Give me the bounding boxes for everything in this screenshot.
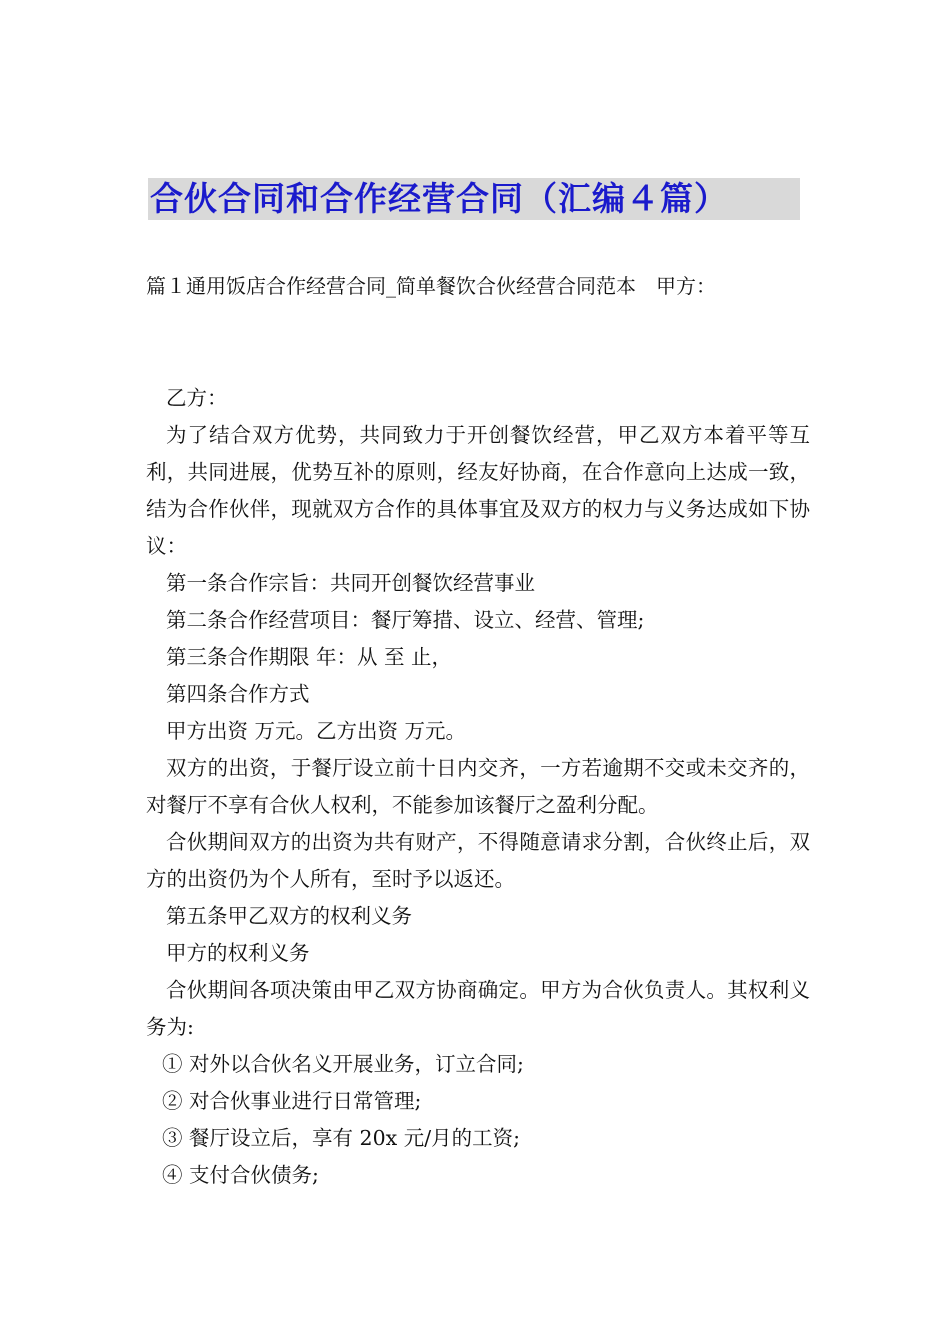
document-body	[146, 380, 810, 1194]
list-item: ② 对合伙事业进行日常管理;	[162, 1089, 422, 1113]
list-item: ④ 支付合伙债务;	[162, 1163, 319, 1187]
paragraph: 双方的出资，于餐厅设立前十日内交齐，一方若逾期不交或未交齐的，对餐厅不享有合伙人权利，不能参加该餐厅之盈利分配。	[146, 756, 810, 817]
paragraph: 第四条合作方式	[166, 682, 310, 706]
paragraph: 甲方的权利义务	[166, 941, 310, 965]
list-item: ① 对外以合伙名义开展业务，订立合同;	[162, 1052, 524, 1076]
paragraph: 第三条合作期限 年：从 至 止，	[166, 645, 453, 669]
paragraph: 为了结合双方优势，共同致力于开创餐饮经营，甲乙双方本着平等互利，共同进展，优势互补的原则，经友好协商，在合作意向上达成一致，结为合作伙伴，现就双方合作的具体事宜及双方的权力与义务达成如下协议：	[146, 423, 810, 558]
paragraph: 第二条合作经营项目：餐厅筹措、设立、经营、管理;	[166, 608, 645, 632]
paragraph: 合伙期间双方的出资为共有财产，不得随意请求分割，合伙终止后，双方的出资仍为个人所有，至时予以返还。	[146, 830, 810, 891]
paragraph: 第五条甲乙双方的权利义务	[166, 904, 412, 928]
paragraph: 乙方：	[166, 386, 228, 410]
paragraph: 甲方出资 万元。乙方出资 万元。	[166, 719, 467, 743]
document-title: 合伙合同和合作经营合同（汇编４篇）	[150, 179, 728, 218]
paragraph: 合伙期间各项决策由甲乙双方协商确定。甲方为合伙负责人。其权利义务为:	[146, 978, 810, 1039]
section-heading: 篇１通用饭店合作经营合同_简单餐饮合伙经营合同范本 甲方：	[146, 274, 716, 298]
paragraph: 第一条合作宗旨：共同开创餐饮经营事业	[166, 571, 535, 595]
list-item: ③ 餐厅设立后，享有 20x 元/月的工资;	[162, 1126, 521, 1150]
